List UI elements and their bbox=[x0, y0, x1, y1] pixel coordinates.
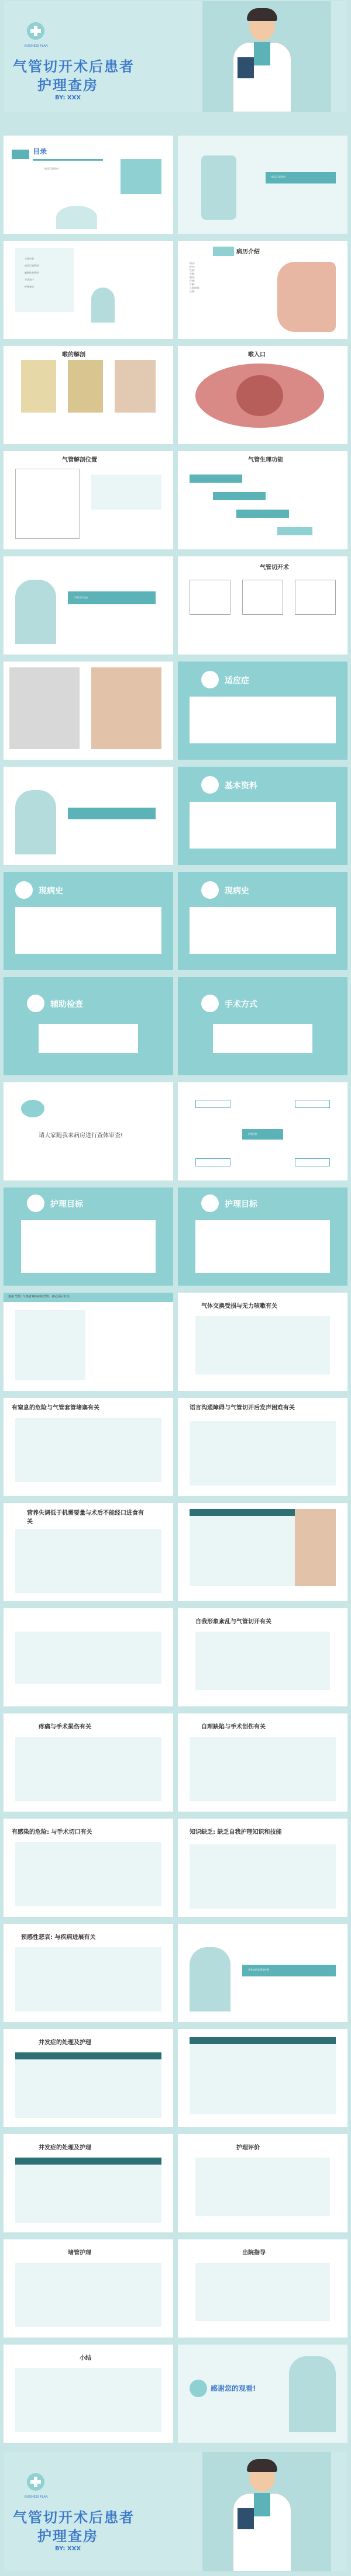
slide-label: 气管切开术的 bbox=[74, 596, 88, 599]
badge: BUSINESS PLAN bbox=[25, 44, 48, 48]
history-slide bbox=[4, 872, 173, 970]
case-line: 年龄: bbox=[190, 272, 195, 275]
history-slide-2 bbox=[178, 872, 347, 970]
slide-title: 疼痛与手术损伤有关 bbox=[39, 1724, 91, 1730]
end-cover-slide bbox=[4, 2452, 347, 2571]
basic-intro-slide bbox=[4, 767, 173, 865]
self-care-slide bbox=[178, 1713, 347, 1812]
slide-title: 护理目标 bbox=[50, 1200, 83, 1209]
basic-slide bbox=[178, 767, 347, 865]
slide-title: 气体交换受损与无力咳嗽有关 bbox=[201, 1303, 277, 1310]
cross-icon bbox=[27, 22, 44, 40]
slide-title: 有感染的危险: 与手术切口有关 bbox=[12, 1829, 92, 1836]
photo-slide bbox=[4, 662, 173, 760]
cross-icon bbox=[201, 881, 219, 899]
case-line: 诊断: bbox=[190, 283, 195, 286]
case-item: 病历汇报资料 bbox=[25, 264, 39, 267]
case-line: 职业: bbox=[190, 276, 195, 279]
cross-icon bbox=[27, 995, 44, 1012]
evaluation-slide bbox=[178, 2134, 347, 2232]
case-line: 病历: bbox=[190, 262, 195, 265]
slide-banner: 焦虑 恐惧: 与患者对疾病的恐惧、担心预后有关 bbox=[8, 1295, 70, 1299]
slide-title: 气管切开术 bbox=[260, 565, 289, 571]
anatomy-image bbox=[277, 262, 336, 332]
slide-title: 现病史 bbox=[39, 887, 63, 896]
cross-icon bbox=[15, 881, 33, 899]
slide-title: 喉入口 bbox=[248, 352, 266, 358]
cover-by: BY: XXX bbox=[55, 95, 81, 101]
end-title: 气管切开术后患者 bbox=[13, 2509, 135, 2526]
end-by: BY: XXX bbox=[55, 2546, 81, 2552]
infection-slide bbox=[4, 1819, 173, 1917]
slide-title: 适应症 bbox=[225, 676, 249, 685]
slide-title: 基本资料 bbox=[225, 781, 257, 791]
case-line: 民族: bbox=[190, 279, 195, 282]
complication-slide-2 bbox=[4, 2134, 173, 2232]
slide-title: 喉的解剖 bbox=[62, 352, 85, 358]
cover-title: 气管切开术后患者 bbox=[13, 58, 135, 75]
slide-title: 小结 bbox=[80, 2355, 91, 2362]
larynx-slide bbox=[4, 346, 173, 444]
asphyxia-slide bbox=[4, 1398, 173, 1496]
cross-icon bbox=[27, 1194, 44, 1212]
case-item: 护理查房 bbox=[25, 285, 34, 288]
communication-slide bbox=[178, 1398, 347, 1496]
toc-item: 病历汇报资料 bbox=[44, 167, 58, 170]
indications-slide bbox=[178, 662, 347, 760]
case-line: 住院: bbox=[190, 290, 195, 293]
slide-title: 营养失调低于机需要量与术后不能经口进食有关 bbox=[27, 1510, 144, 1525]
nutrition-table-slide bbox=[178, 1503, 347, 1601]
complication-slide bbox=[4, 2029, 173, 2127]
badge: BUSINESS PLAN bbox=[25, 2495, 48, 2499]
doctor-illustration bbox=[202, 2452, 331, 2571]
complication-table-slide bbox=[178, 2029, 347, 2127]
aux-slide bbox=[4, 977, 173, 1075]
case-item: 辅助检查资料 bbox=[25, 271, 39, 274]
slide-title: 有窒息的危险与气管套管堵塞有关 bbox=[12, 1405, 99, 1411]
pain-slide bbox=[4, 1713, 173, 1812]
self-image-slide bbox=[178, 1608, 347, 1706]
slide-title: 并发症的处理及护理 bbox=[39, 2145, 91, 2151]
anxiety-slide bbox=[4, 1293, 173, 1391]
case-line: 姓名: bbox=[190, 265, 195, 268]
slide-label: 并发症的处理及护理 bbox=[248, 1968, 269, 1971]
case-item: 手术治疗 bbox=[25, 278, 34, 281]
goals-slide bbox=[4, 1187, 173, 1286]
case-item: 主要内容 bbox=[25, 257, 34, 260]
cross-icon bbox=[201, 671, 219, 688]
nursing-diagnosis-slide bbox=[178, 1082, 347, 1180]
slide-title: 预感性悲哀: 与疾病进展有关 bbox=[21, 1934, 96, 1941]
cross-icon bbox=[27, 2473, 44, 2491]
nutrition-slide bbox=[4, 1503, 173, 1601]
toc-side-label: 病历汇报资料 bbox=[271, 175, 285, 178]
gas-exchange-slide bbox=[178, 1293, 347, 1391]
slide-title: 自我形象紊乱与气管切开有关 bbox=[195, 1619, 271, 1625]
slide-title: 堵管护理 bbox=[68, 2250, 91, 2256]
toc-slide bbox=[4, 136, 173, 234]
cross-icon bbox=[190, 2380, 207, 2397]
complication-intro-slide bbox=[178, 1924, 347, 2022]
thanks-text: 感谢您的观看! bbox=[211, 2384, 256, 2393]
trachea-function-slide bbox=[178, 451, 347, 549]
cover-slide bbox=[4, 1, 347, 112]
cover-subtitle: 护理查房 bbox=[37, 77, 98, 94]
slide-title: 辅助检查 bbox=[50, 1000, 83, 1009]
slide-title: 并发症的处理及护理 bbox=[39, 2040, 91, 2046]
larynx-entrance-slide bbox=[178, 346, 347, 444]
surgery-slide bbox=[178, 556, 347, 655]
slide-title: 气管解剖位置 bbox=[62, 457, 97, 463]
thanks-slide bbox=[178, 2345, 347, 2443]
slide-label: 护理诊断 bbox=[248, 1133, 257, 1135]
case-slide bbox=[4, 241, 173, 339]
slide-title: 气管生理功能 bbox=[248, 457, 283, 463]
slide-title: 手术方式 bbox=[225, 1000, 257, 1009]
ward-review-slide bbox=[4, 1082, 173, 1180]
discharge-slide bbox=[178, 2239, 347, 2338]
trachea-slide bbox=[4, 451, 173, 549]
toc-title: 目录 bbox=[33, 147, 47, 155]
cross-icon bbox=[201, 776, 219, 794]
surgery-method-slide bbox=[178, 977, 347, 1075]
blocking-care-slide bbox=[4, 2239, 173, 2338]
grief-slide bbox=[4, 1924, 173, 2022]
goals-slide-2 bbox=[178, 1187, 347, 1286]
case-intro-slide bbox=[178, 136, 347, 234]
case-line: 性别: bbox=[190, 269, 195, 272]
review-text: 请大家随我来病房进行查体审查! bbox=[39, 1133, 123, 1139]
case-line: 入院时间: bbox=[190, 286, 200, 289]
surgery-intro-slide bbox=[4, 556, 173, 655]
slide-title: 语言沟通障碍与气管切开后发声困难有关 bbox=[190, 1405, 295, 1411]
knowledge-slide bbox=[178, 1819, 347, 1917]
slide-title: 现病史 bbox=[225, 887, 249, 896]
summary-slide bbox=[4, 2345, 173, 2443]
case-heading: 病历介绍 bbox=[236, 249, 260, 255]
self-image-text-slide bbox=[4, 1608, 173, 1706]
cross-icon bbox=[201, 995, 219, 1012]
case-detail-slide bbox=[178, 241, 347, 339]
slide-title: 出院指导 bbox=[242, 2250, 266, 2256]
slide-title: 自理缺陷与手术创伤有关 bbox=[201, 1724, 266, 1730]
end-subtitle: 护理查房 bbox=[37, 2528, 98, 2544]
cross-icon bbox=[201, 1194, 219, 1212]
slide-title: 知识缺乏: 缺乏自我护理知识和技能 bbox=[190, 1829, 282, 1836]
doctor-illustration bbox=[202, 1, 331, 112]
slide-title: 护理目标 bbox=[225, 1200, 257, 1209]
slide-title: 护理评价 bbox=[236, 2145, 260, 2151]
